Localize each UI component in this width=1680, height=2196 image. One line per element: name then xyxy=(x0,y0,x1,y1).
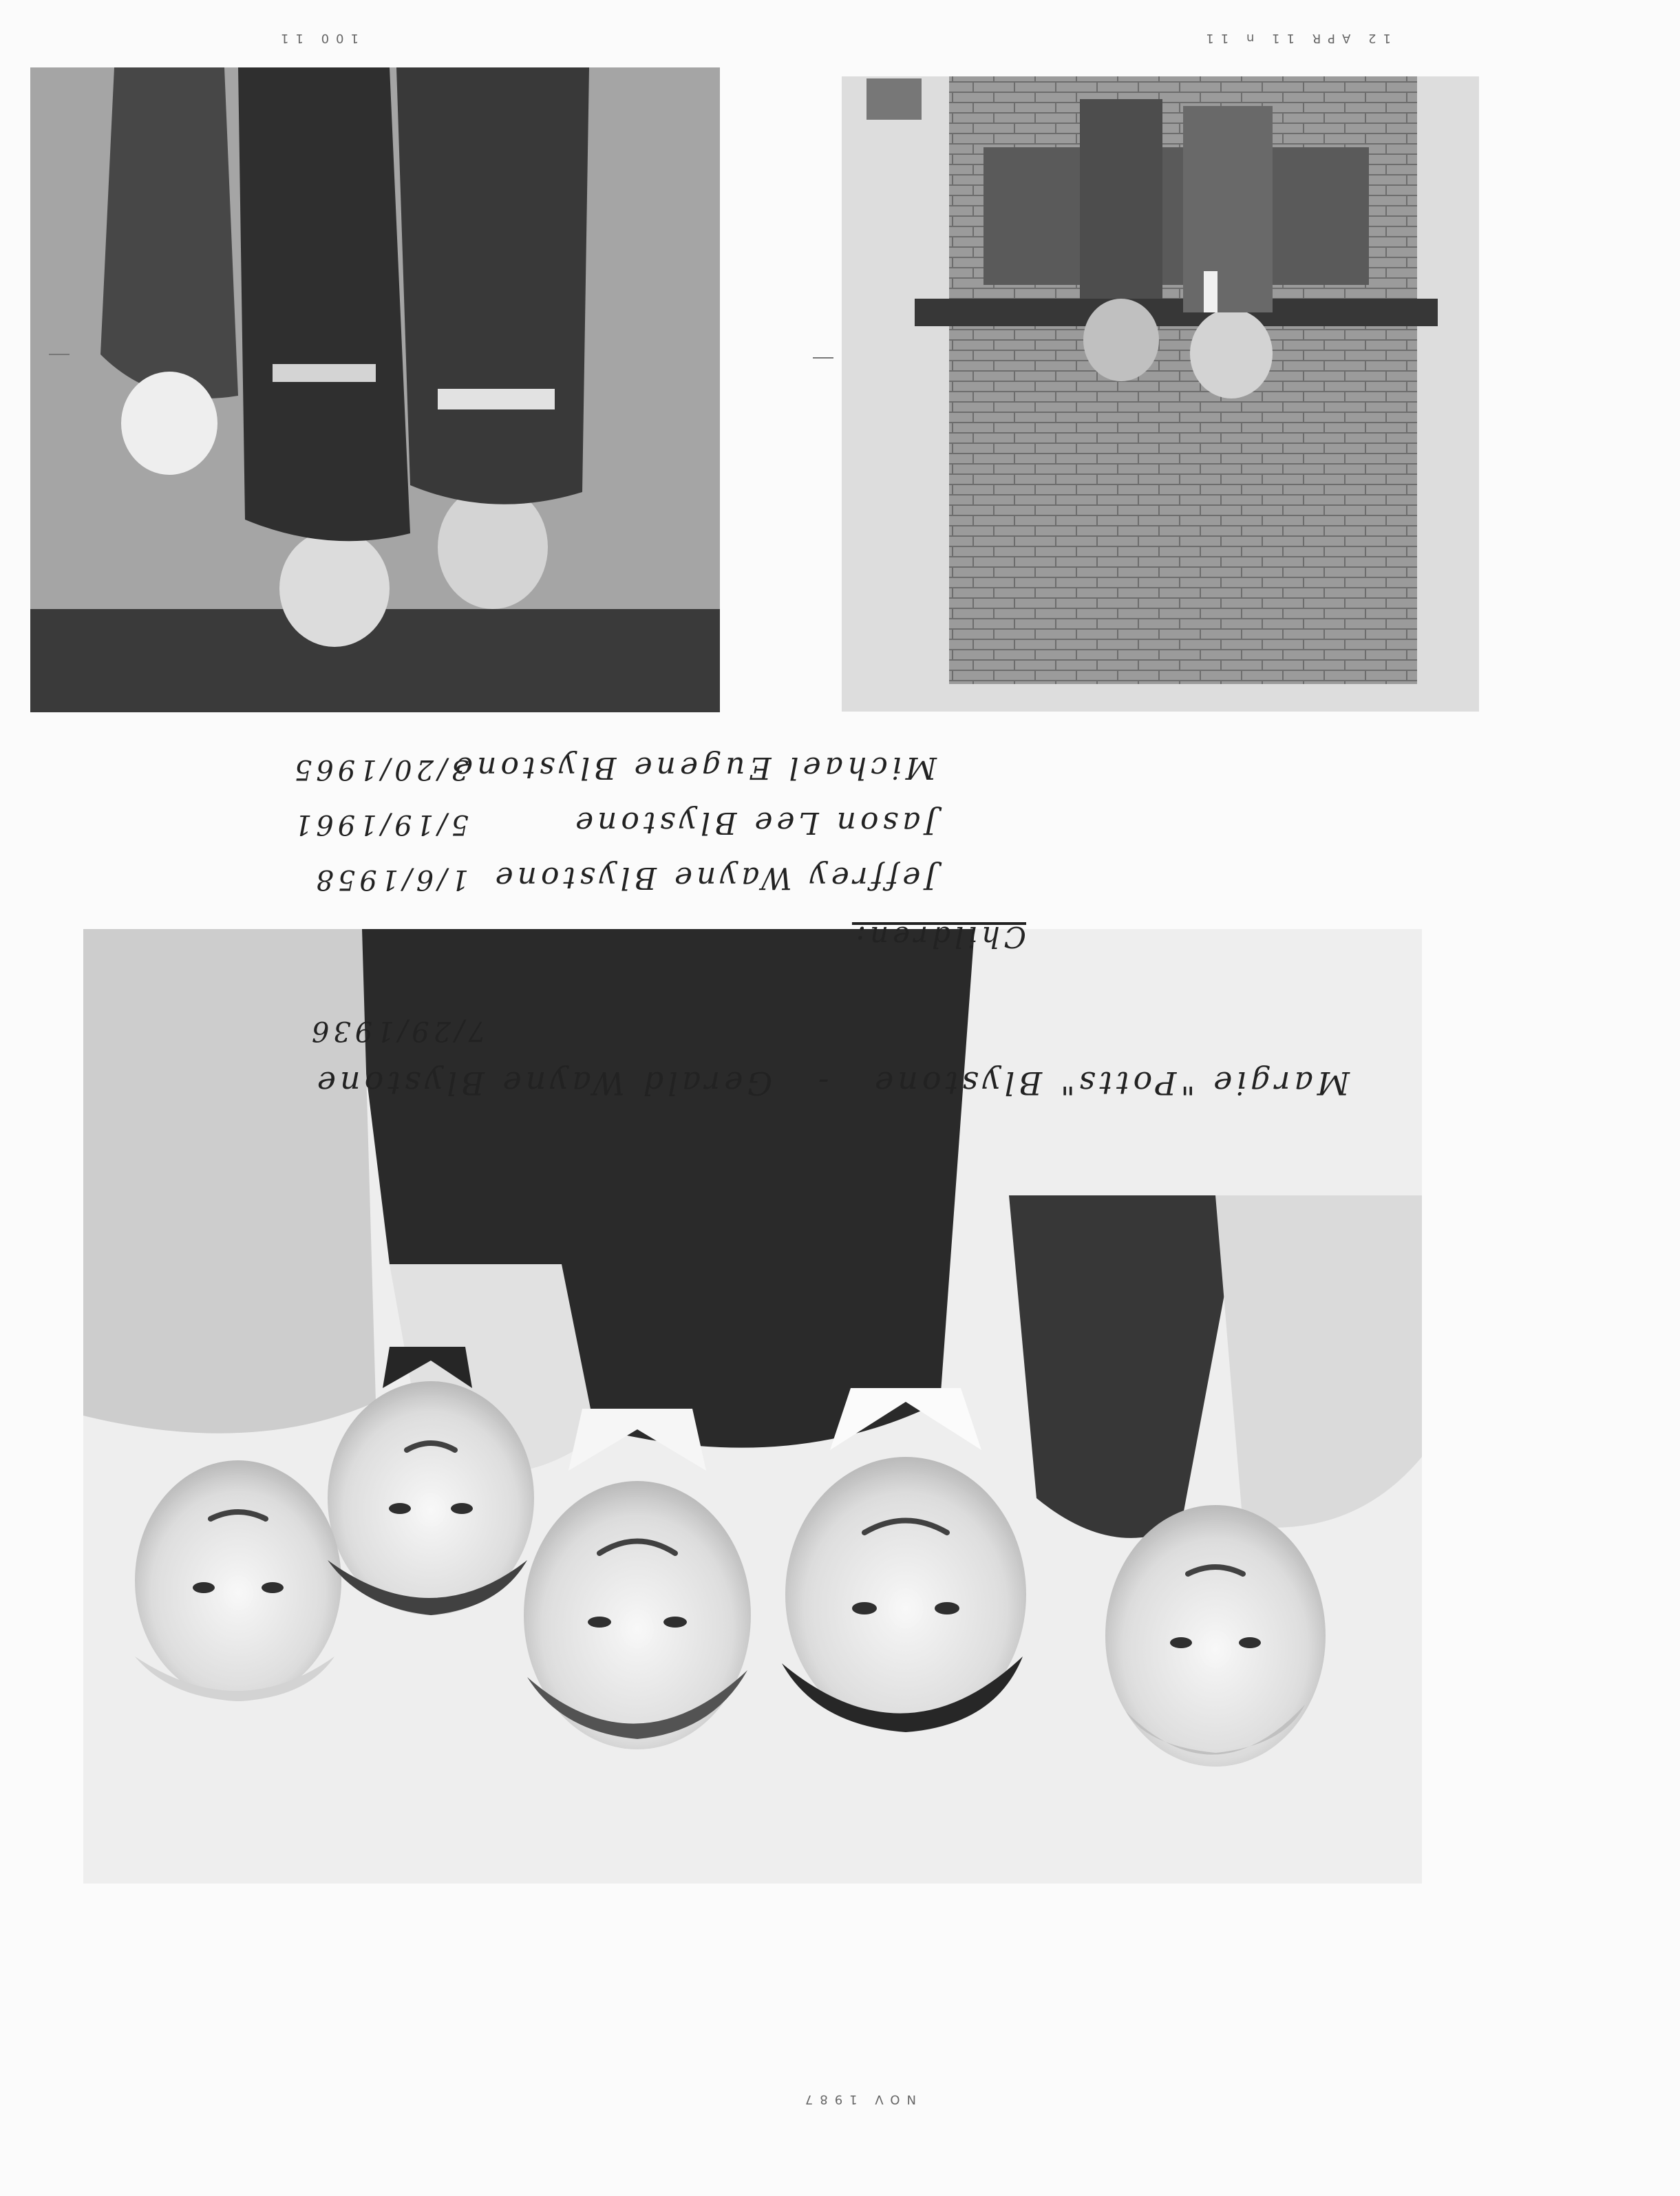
husband-name: Gerald Wayne Blystone xyxy=(312,1065,773,1102)
name-separator: - xyxy=(814,1065,829,1102)
children-heading: Children: xyxy=(851,920,1026,954)
child-name-3: Michael Eugene Blystone xyxy=(451,750,937,785)
scan-mark-top: NOV 1987 xyxy=(798,2092,916,2107)
scan-mark-bottom-left: 12 APR 11 n 11 xyxy=(1199,31,1391,45)
couple-names-caption xyxy=(313,1065,1350,1102)
marriage-date: 7/29/1936 xyxy=(307,1015,486,1047)
registration-tick-1 xyxy=(813,357,833,359)
child-name-2: Jason Lee Blystone xyxy=(571,805,937,840)
outdoor-image xyxy=(30,67,720,712)
child-date-3: 3/20/1965 xyxy=(290,754,469,785)
child-name-1: Jeffrey Wayne Blystone xyxy=(491,860,937,895)
child-date-2: 5/19/1961 xyxy=(290,809,469,840)
scan-mark-bottom-right: 100 11 xyxy=(274,31,359,45)
child-date-1: 1/6/1958 xyxy=(312,864,469,895)
fireplace-photo xyxy=(842,76,1479,712)
wife-name: Margie "Potts" Blystone xyxy=(871,1065,1350,1102)
registration-tick-2 xyxy=(49,354,70,355)
outdoor-photo xyxy=(30,67,720,712)
fireplace-image xyxy=(842,76,1479,712)
